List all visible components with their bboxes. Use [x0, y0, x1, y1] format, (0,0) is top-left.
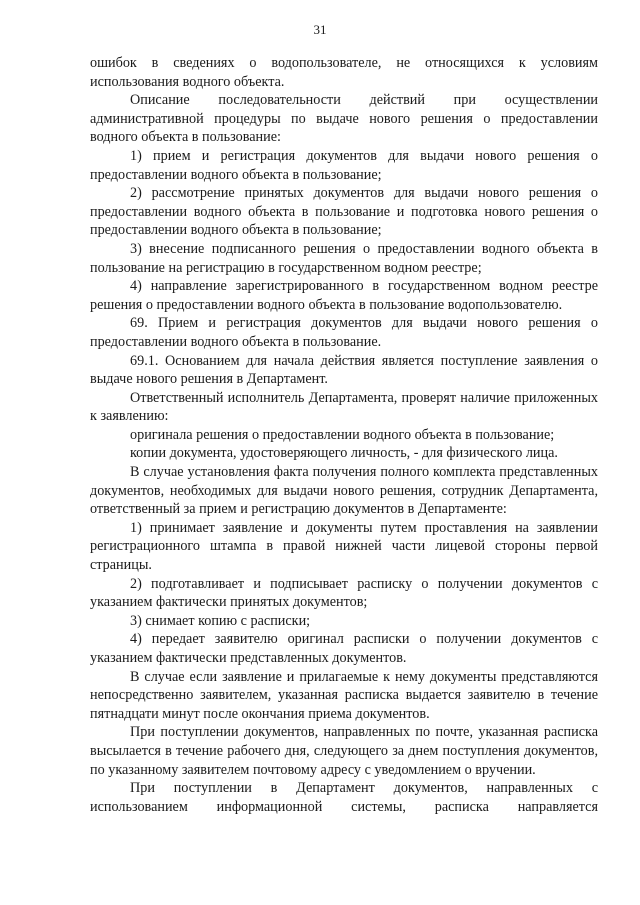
- paragraph: 69.1. Основанием для начала действия является поступление заявления о выдаче нового решения в Департамент.: [90, 352, 598, 388]
- paragraph: При поступлении в Департамент документов, направленных с использованием информационной системы, расписка направляется: [90, 780, 598, 815]
- list-item: оригинала решения о предоставлении водного объекта в пользование;: [130, 426, 555, 443]
- paragraph: При поступлении документов, направленных по почте, указанная расписка высылается в течение рабочего дня, следующего за днем поступления документов, по указанному заявителем почтовому адресу с уведомлением о вручении.: [90, 724, 598, 778]
- paragraph: Описание последовательности действий при осуществлении административной процедуры по выдаче нового решения о предоставлении водного объекта в пользование:: [90, 92, 598, 146]
- section-heading: 69. Прием и регистрация документов для выдачи нового решения о предоставлении водного объекта в пользование.: [90, 315, 598, 350]
- page-number: 31: [313, 22, 327, 37]
- list-item: 4) направление зарегистрированного в государственном водном реестре решения о предоставлении водного объекта в пользование водопользователю.: [90, 278, 598, 313]
- list-item: 3) внесение подписанного решения о предоставлении водного объекта в пользование на регистрацию в государственном водном реестре;: [90, 240, 598, 276]
- list-item: 4) передает заявителю оригинал расписки о получении документов с указанием фактически представленных документов.: [90, 631, 598, 666]
- paragraph: В случае если заявление и прилагаемые к нему документы представляются непосредственно заявителем, указанная расписка выдается заявителю в течение пятнадцати минут после окончания приема документов.: [90, 668, 598, 722]
- paragraph: В случае установления факта получения полного комплекта представленных документов, необходимых для выдачи нового решения, сотрудник Департамента, ответственный за прием и регистрацию документов в Департаменте:: [90, 464, 598, 518]
- list-item: 2) рассмотрение принятых документов для выдачи нового решения о предоставлении водного объекта в пользование и подготовка нового решения о предоставлении водного объекта в пользование;: [90, 185, 598, 239]
- list-item: 2) подготавливает и подписывает расписку о получении документов с указанием фактически принятых документов;: [90, 575, 598, 611]
- document-body: [90, 54, 598, 816]
- paragraph: ошибок в сведениях о водопользователе, не относящихся к условиям использования водного объекта.: [90, 55, 598, 90]
- list-item: 1) принимает заявление и документы путем проставления на заявлении регистрационного штампа в правой нижней части лицевой стороны первой страницы.: [90, 519, 598, 574]
- list-item: 3) снимает копию с расписки;: [130, 612, 311, 629]
- paragraph: Ответственный исполнитель Департамента, проверят наличие приложенных к заявлению:: [90, 389, 598, 425]
- list-item: 1) прием и регистрация документов для выдачи нового решения о предоставлении водного объекта в пользование;: [90, 147, 598, 183]
- list-item: копии документа, удостоверяющего личность, - для физического лица.: [130, 445, 558, 462]
